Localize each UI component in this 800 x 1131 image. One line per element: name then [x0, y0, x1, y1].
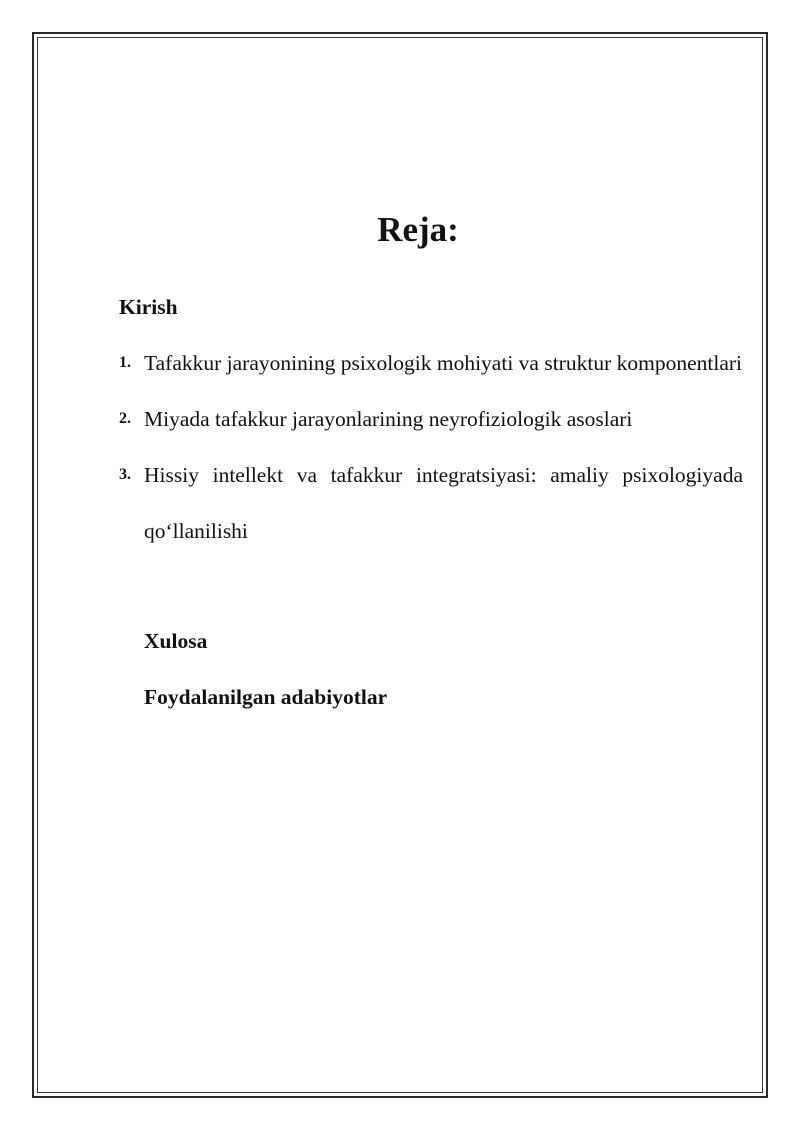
- page-border-inner: [37, 37, 763, 1093]
- list-item: [119, 335, 743, 391]
- list-item-text: Hissiy intellekt va tafakkur integratsiyasi: amaliy psixologiyada qo‘llanilishi: [144, 463, 743, 543]
- conclusion-heading: Xulosa: [144, 629, 208, 653]
- list-item: [119, 447, 743, 559]
- list-item-number: 3.: [119, 466, 131, 483]
- outline-list: [119, 335, 743, 559]
- intro-heading: Kirish: [119, 295, 178, 319]
- page-title: Reja:: [377, 210, 459, 249]
- list-item-number: 1.: [119, 354, 131, 371]
- references-heading: Foydalanilgan adabiyotlar: [144, 685, 388, 709]
- list-item-text: Miyada tafakkur jarayonlarining neyrofiziologik asoslari: [144, 407, 633, 431]
- list-item-number: 2.: [119, 410, 131, 427]
- list-item: [119, 391, 743, 447]
- list-item-text: Tafakkur jarayonining psixologik mohiyati va struktur komponentlari: [144, 351, 742, 375]
